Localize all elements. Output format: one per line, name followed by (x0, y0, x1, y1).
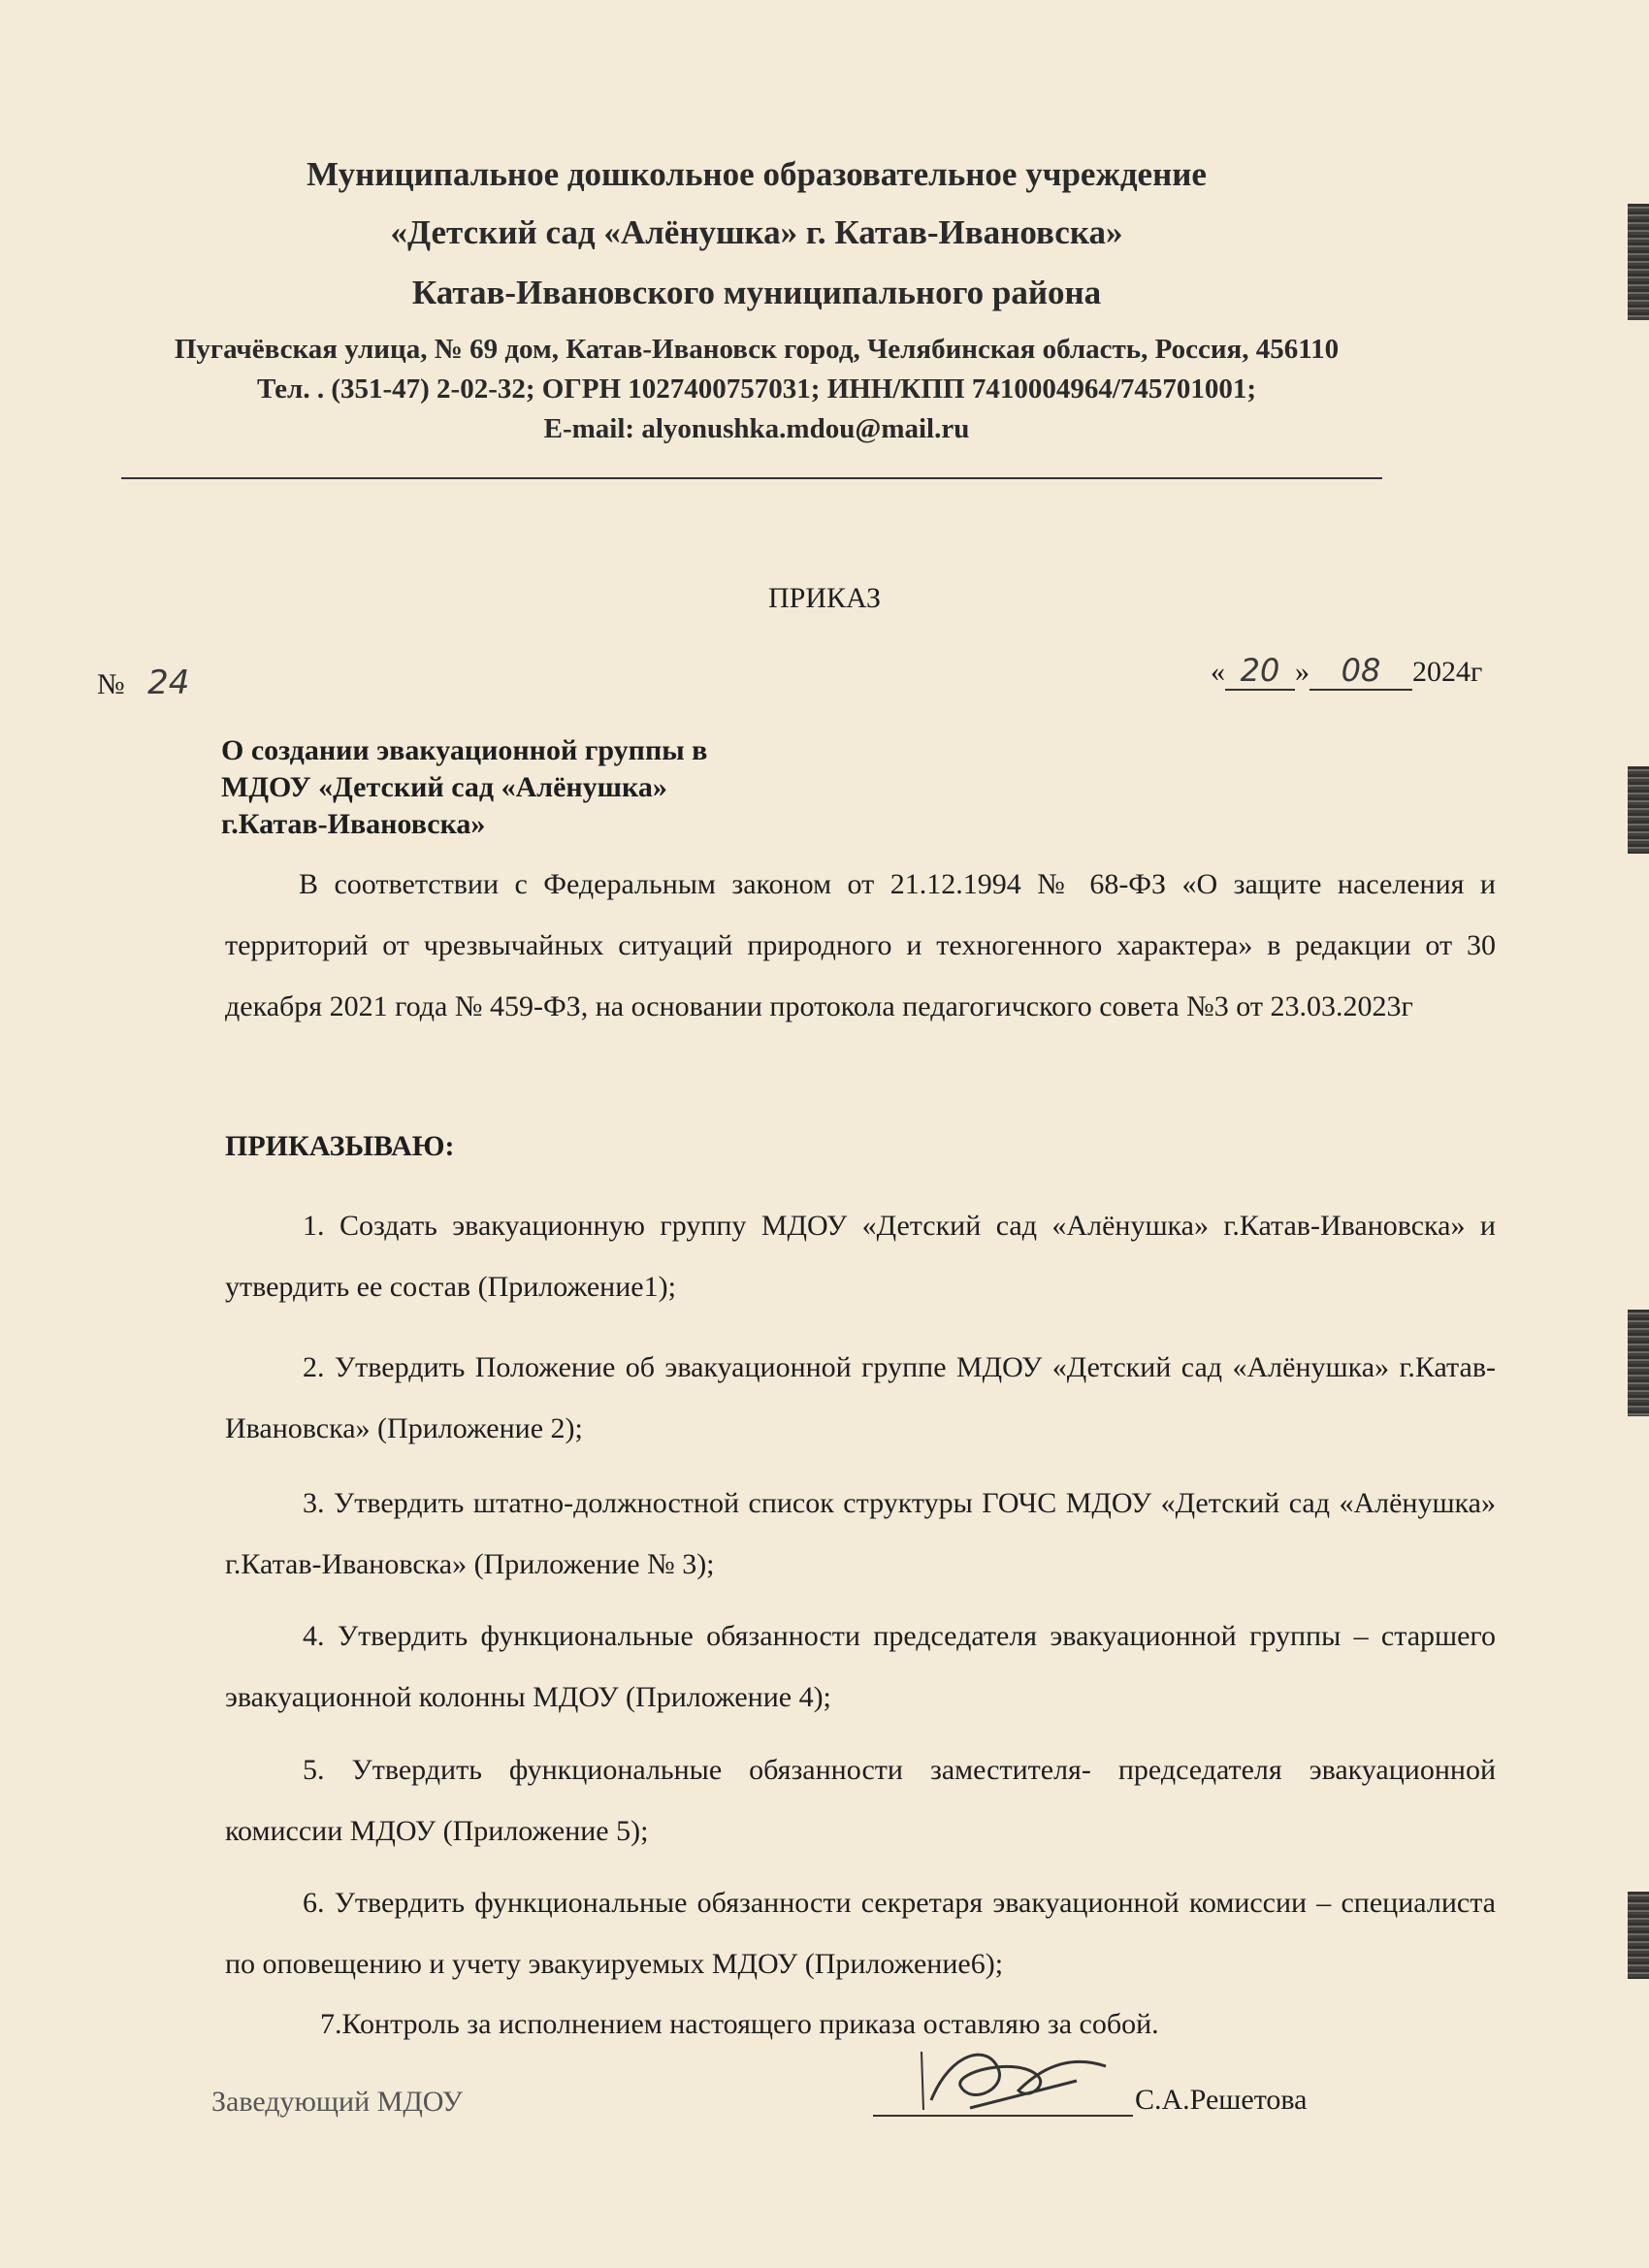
org-name-line2: «Детский сад «Алёнушка» г. Катав-Ивановска» (390, 213, 1123, 251)
order-item-5: 5. Утвердить функциональные обязанности заместителя- председателя эвакуационной комиссии МДОУ (Приложение 5); (225, 1754, 1496, 1847)
doc-number-value: 24 (147, 664, 190, 702)
org-email (58, 413, 1455, 445)
date-day: 20 (1225, 652, 1295, 691)
org-address: Пугачёвская улица, № 69 дом, Катав-Ивановск город, Челябинская область, Россия, 456110 (174, 334, 1340, 365)
doc-subject (221, 732, 707, 843)
subject-line: г.Катав-Ивановска» (221, 808, 486, 840)
order-item-3: 3. Утвердить штатно-должностной список структуры ГОЧС МДОУ «Детский сад «Алёнушка» г.Катав-Ивановска» (Приложение № 3); (225, 1487, 1496, 1580)
signatory-position: Заведующий МДОУ (211, 2086, 463, 2118)
signature-line (873, 2115, 1133, 2117)
scan-edge-mark (1628, 766, 1649, 854)
subject-line: О создании эвакуационной группы в (221, 734, 708, 766)
org-name-line3: Катав-Ивановского муниципального района (411, 274, 1102, 311)
signatory-name: С.А.Решетова (1135, 2084, 1308, 2116)
doc-number-label: № (97, 668, 125, 700)
scan-edge-mark (1628, 1892, 1649, 1979)
scan-edge-mark (1628, 1310, 1649, 1416)
order-word: ПРИКАЗЫВАЮ: (225, 1130, 455, 1162)
subject-line: МДОУ «Детский сад «Алёнушка» (221, 771, 667, 803)
date-open-quote: « (1211, 656, 1225, 688)
order-item-1: 1. Создать эвакуационную группу МДОУ «Детский сад «Алёнушка» г.Катав-Ивановска» и утвердить ее состав (Приложение1); (225, 1210, 1496, 1303)
date-year: 2024г (1412, 656, 1483, 688)
date-month: 08 (1310, 652, 1412, 691)
org-name-line1: Муниципальное дошкольное образовательное учреждение (307, 155, 1207, 193)
handwritten-signature (912, 2032, 1125, 2120)
doc-number (97, 664, 189, 702)
email-label: E-mail: (543, 413, 635, 444)
header-divider (121, 477, 1382, 479)
org-requisites: Тел. . (351-47) 2-02-32; ОГРН 1027400757031; ИНН/КПП 7410004964/745701001; (256, 373, 1257, 405)
doc-title: ПРИКАЗ (768, 582, 881, 614)
doc-date (1211, 652, 1482, 691)
email-address: alyonushka.mdou@mail.ru (641, 413, 970, 444)
order-item-6: 6. Утвердить функциональные обязанности секретаря эвакуационной комиссии – специалиста по оповещению и учету эвакуируемых МДОУ (Приложение6); (225, 1887, 1496, 1980)
preamble-paragraph: В соответствии с Федеральным законом от 21.12.1994 № 68-ФЗ «О защите населения и территорий от чрезвычайных ситуаций природного и техногенного характера» в редакции от 30 декабря 2021 года № 459-ФЗ, на основании протокола педагогичского совета №3 от 23.03.2023г (225, 868, 1496, 1022)
date-close-quote: » (1295, 656, 1310, 688)
scan-edge-mark (1628, 204, 1649, 320)
order-item-4: 4. Утвердить функциональные обязанности председателя эвакуационной группы – старшего эвакуационной колонны МДОУ (Приложение 4); (225, 1620, 1496, 1713)
order-item-2: 2. Утвердить Положение об эвакуационной группе МДОУ «Детский сад «Алёнушка» г.Катав-Ивановска» (Приложение 2); (225, 1351, 1496, 1444)
final-clause: 7.Контроль за исполнением настоящего приказа оставляю за собой. (320, 2008, 1159, 2040)
